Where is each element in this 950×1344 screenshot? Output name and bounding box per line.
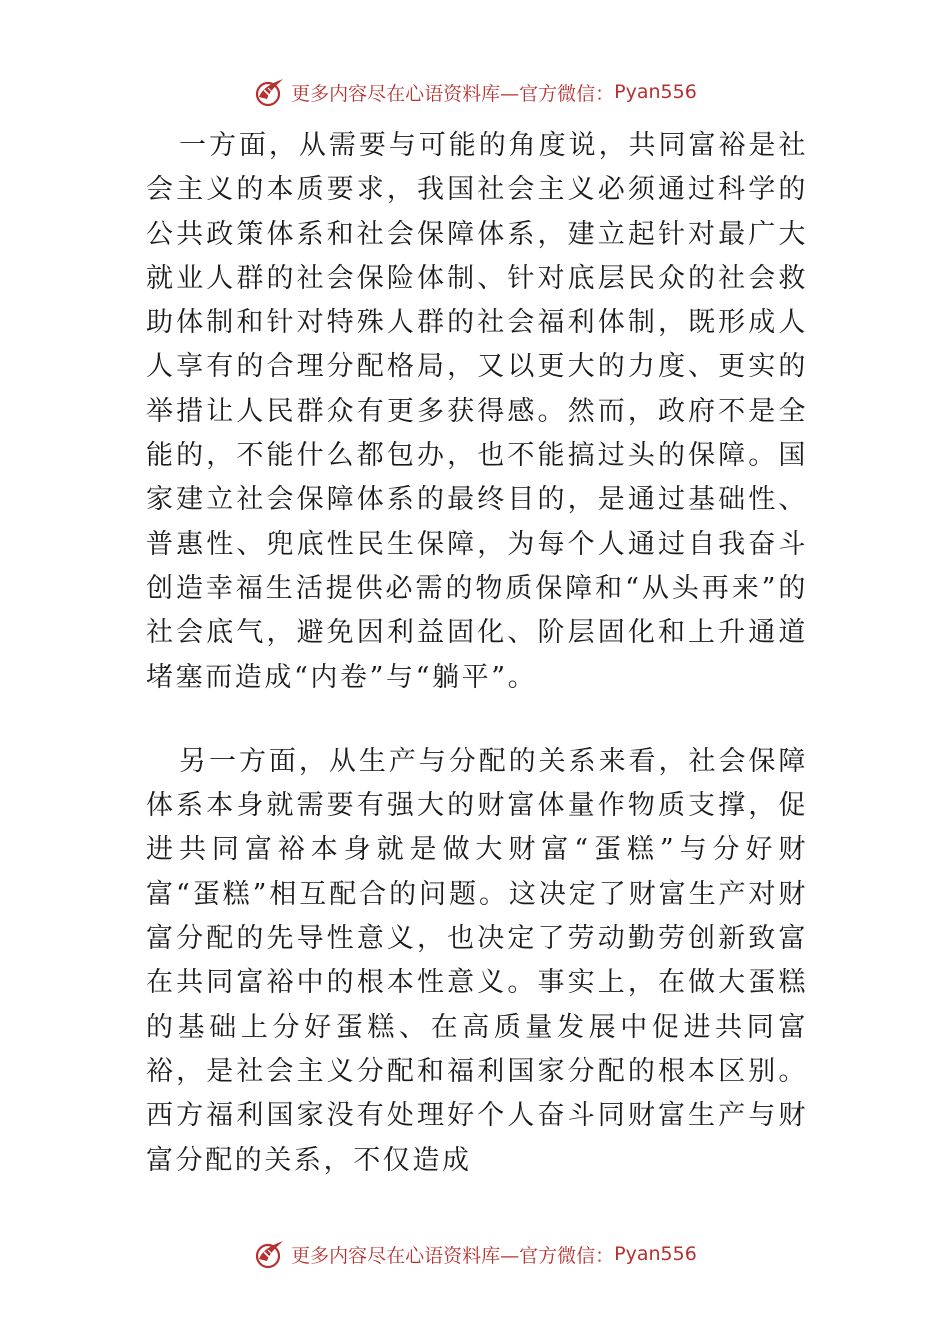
- header-banner-content: [253, 75, 697, 109]
- footer-banner-text: 更多内容尽在心语资料库—官方微信：: [291, 1244, 615, 1267]
- paragraph-2: 另一方面，从生产与分配的关系来看，社会保障体系本身就需要有强大的财富体量作物质支撑，促进共同富裕本身就是做大财富“蛋糕”与分好财富“蛋糕”相互配合的问题。这决定了财富生产对财富分配的先导性意义，也决定了劳动勤劳创新致富在共同富裕中的根本性意义。事实上，在做大蛋糕的基础上分好蛋糕、在高质量发展中促进共同富裕，是社会主义分配和福利国家分配的根本区别。西方福利国家没有处理好个人奋斗同财富生产与财富分配的关系，不仅造成: [146, 745, 808, 1176]
- header-banner-text: 更多内容尽在心语资料库—官方微信：: [291, 82, 615, 105]
- footer-banner: [0, 1234, 950, 1274]
- document-body: [146, 124, 808, 1183]
- logo-icon: [253, 75, 287, 109]
- logo-icon: [253, 1237, 287, 1271]
- paragraph-1: 一方面，从需要与可能的角度说，共同富裕是社会主义的本质要求，我国社会主义必须通过科学的公共政策体系和社会保障体系，建立起针对最广大就业人群的社会保险体制、针对底层民众的社会救助体制和针对特殊人群的社会福利体制，既形成人人享有的合理分配格局，又以更大的力度、更实的举措让人民群众有更多获得感。然而，政府不是全能的，不能什么都包办，也不能搞过头的保障。国家建立社会保障体系的最终目的，是通过基础性、普惠性、兜底性民生保障，为每个人通过自我奋斗创造幸福生活提供必需的物质保障和“从头再来”的社会底气，避免因利益固化、阶层固化和上升通道堵塞而造成“内卷”与“躺平”。: [146, 130, 808, 693]
- footer-wechat-id: Pyan556: [614, 1243, 697, 1265]
- header-wechat-id: Pyan556: [614, 81, 697, 103]
- header-banner: [0, 72, 950, 112]
- footer-banner-content: [253, 1237, 697, 1271]
